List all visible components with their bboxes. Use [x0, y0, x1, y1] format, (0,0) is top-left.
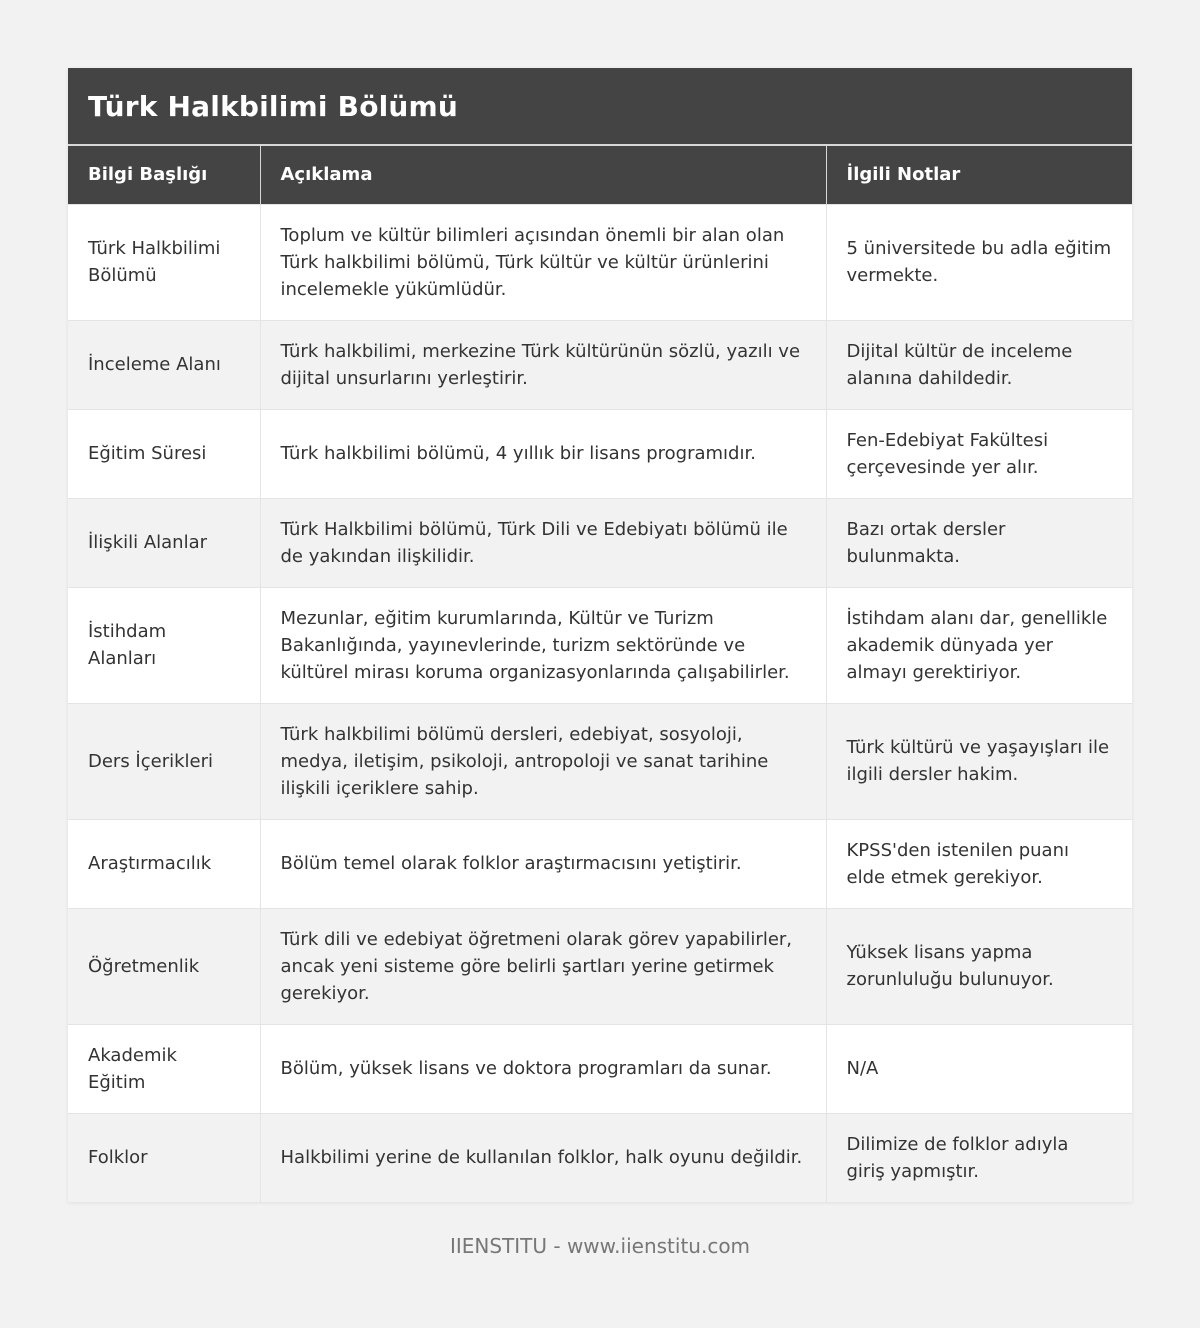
table-row	[68, 587, 1132, 703]
cell-description: Türk halkbilimi bölümü, 4 yıllık bir lisans programıdır.	[260, 409, 826, 498]
cell-topic: Folklor	[68, 1113, 260, 1202]
cell-notes: Dijital kültür de inceleme alanına dahildedir.	[826, 320, 1132, 409]
table-row	[68, 703, 1132, 819]
cell-topic: Eğitim Süresi	[68, 409, 260, 498]
cell-notes: Fen-Edebiyat Fakültesi çerçevesinde yer alır.	[826, 409, 1132, 498]
table-row	[68, 1113, 1132, 1202]
cell-notes: Dilimize de folklor adıyla giriş yapmıştır.	[826, 1113, 1132, 1202]
cell-topic: İstihdam Alanları	[68, 587, 260, 703]
cell-topic: Ders İçerikleri	[68, 703, 260, 819]
cell-description: Bölüm, yüksek lisans ve doktora programları da sunar.	[260, 1024, 826, 1113]
info-card	[68, 68, 1132, 1202]
cell-topic: İlişkili Alanlar	[68, 498, 260, 587]
cell-notes: KPSS'den istenilen puanı elde etmek gerekiyor.	[826, 819, 1132, 908]
cell-topic: İnceleme Alanı	[68, 320, 260, 409]
table-row	[68, 498, 1132, 587]
title-bar	[68, 68, 1132, 144]
cell-notes: 5 üniversitede bu adla eğitim vermekte.	[826, 204, 1132, 320]
cell-notes: Bazı ortak dersler bulunmakta.	[826, 498, 1132, 587]
table-row	[68, 409, 1132, 498]
cell-description: Bölüm temel olarak folklor araştırmacısını yetiştirir.	[260, 819, 826, 908]
table-header-row	[68, 145, 1132, 204]
column-header-notes: İlgili Notlar	[826, 145, 1132, 204]
info-table	[68, 144, 1132, 1202]
column-header-topic: Bilgi Başlığı	[68, 145, 260, 204]
table-row	[68, 320, 1132, 409]
cell-description: Türk halkbilimi bölümü dersleri, edebiyat, sosyoloji, medya, iletişim, psikoloji, antropoloji ve sanat tarihine ilişkili içeriklere sahip.	[260, 703, 826, 819]
table-row	[68, 204, 1132, 320]
cell-topic: Öğretmenlik	[68, 908, 260, 1024]
cell-topic: Türk Halkbilimi Bölümü	[68, 204, 260, 320]
column-header-description: Açıklama	[260, 145, 826, 204]
cell-description: Toplum ve kültür bilimleri açısından önemli bir alan olan Türk halkbilimi bölümü, Türk kültür ve kültür ürünlerini incelemekle yükümlüdür.	[260, 204, 826, 320]
cell-notes: Yüksek lisans yapma zorunluluğu bulunuyor.	[826, 908, 1132, 1024]
cell-topic: Araştırmacılık	[68, 819, 260, 908]
cell-description: Mezunlar, eğitim kurumlarında, Kültür ve Turizm Bakanlığında, yayınevlerinde, turizm sektöründe ve kültürel mirası koruma organizasyonlarında çalışabilirler.	[260, 587, 826, 703]
cell-notes: İstihdam alanı dar, genellikle akademik dünyada yer almayı gerektiriyor.	[826, 587, 1132, 703]
table-row	[68, 1024, 1132, 1113]
cell-description: Halkbilimi yerine de kullanılan folklor, halk oyunu değildir.	[260, 1113, 826, 1202]
table-row	[68, 908, 1132, 1024]
cell-description: Türk halkbilimi, merkezine Türk kültürünün sözlü, yazılı ve dijital unsurlarını yerleştirir.	[260, 320, 826, 409]
cell-notes: N/A	[826, 1024, 1132, 1113]
table-row	[68, 819, 1132, 908]
cell-description: Türk Halkbilimi bölümü, Türk Dili ve Edebiyatı bölümü ile de yakından ilişkilidir.	[260, 498, 826, 587]
footer-credit: IIENSTITU - www.iienstitu.com	[449, 1234, 751, 1258]
page-title: Türk Halkbilimi Bölümü	[88, 89, 459, 123]
cell-topic: Akademik Eğitim	[68, 1024, 260, 1113]
cell-notes: Türk kültürü ve yaşayışları ile ilgili dersler hakim.	[826, 703, 1132, 819]
cell-description: Türk dili ve edebiyat öğretmeni olarak görev yapabilirler, ancak yeni sisteme göre belirli şartları yerine getirmek gerekiyor.	[260, 908, 826, 1024]
